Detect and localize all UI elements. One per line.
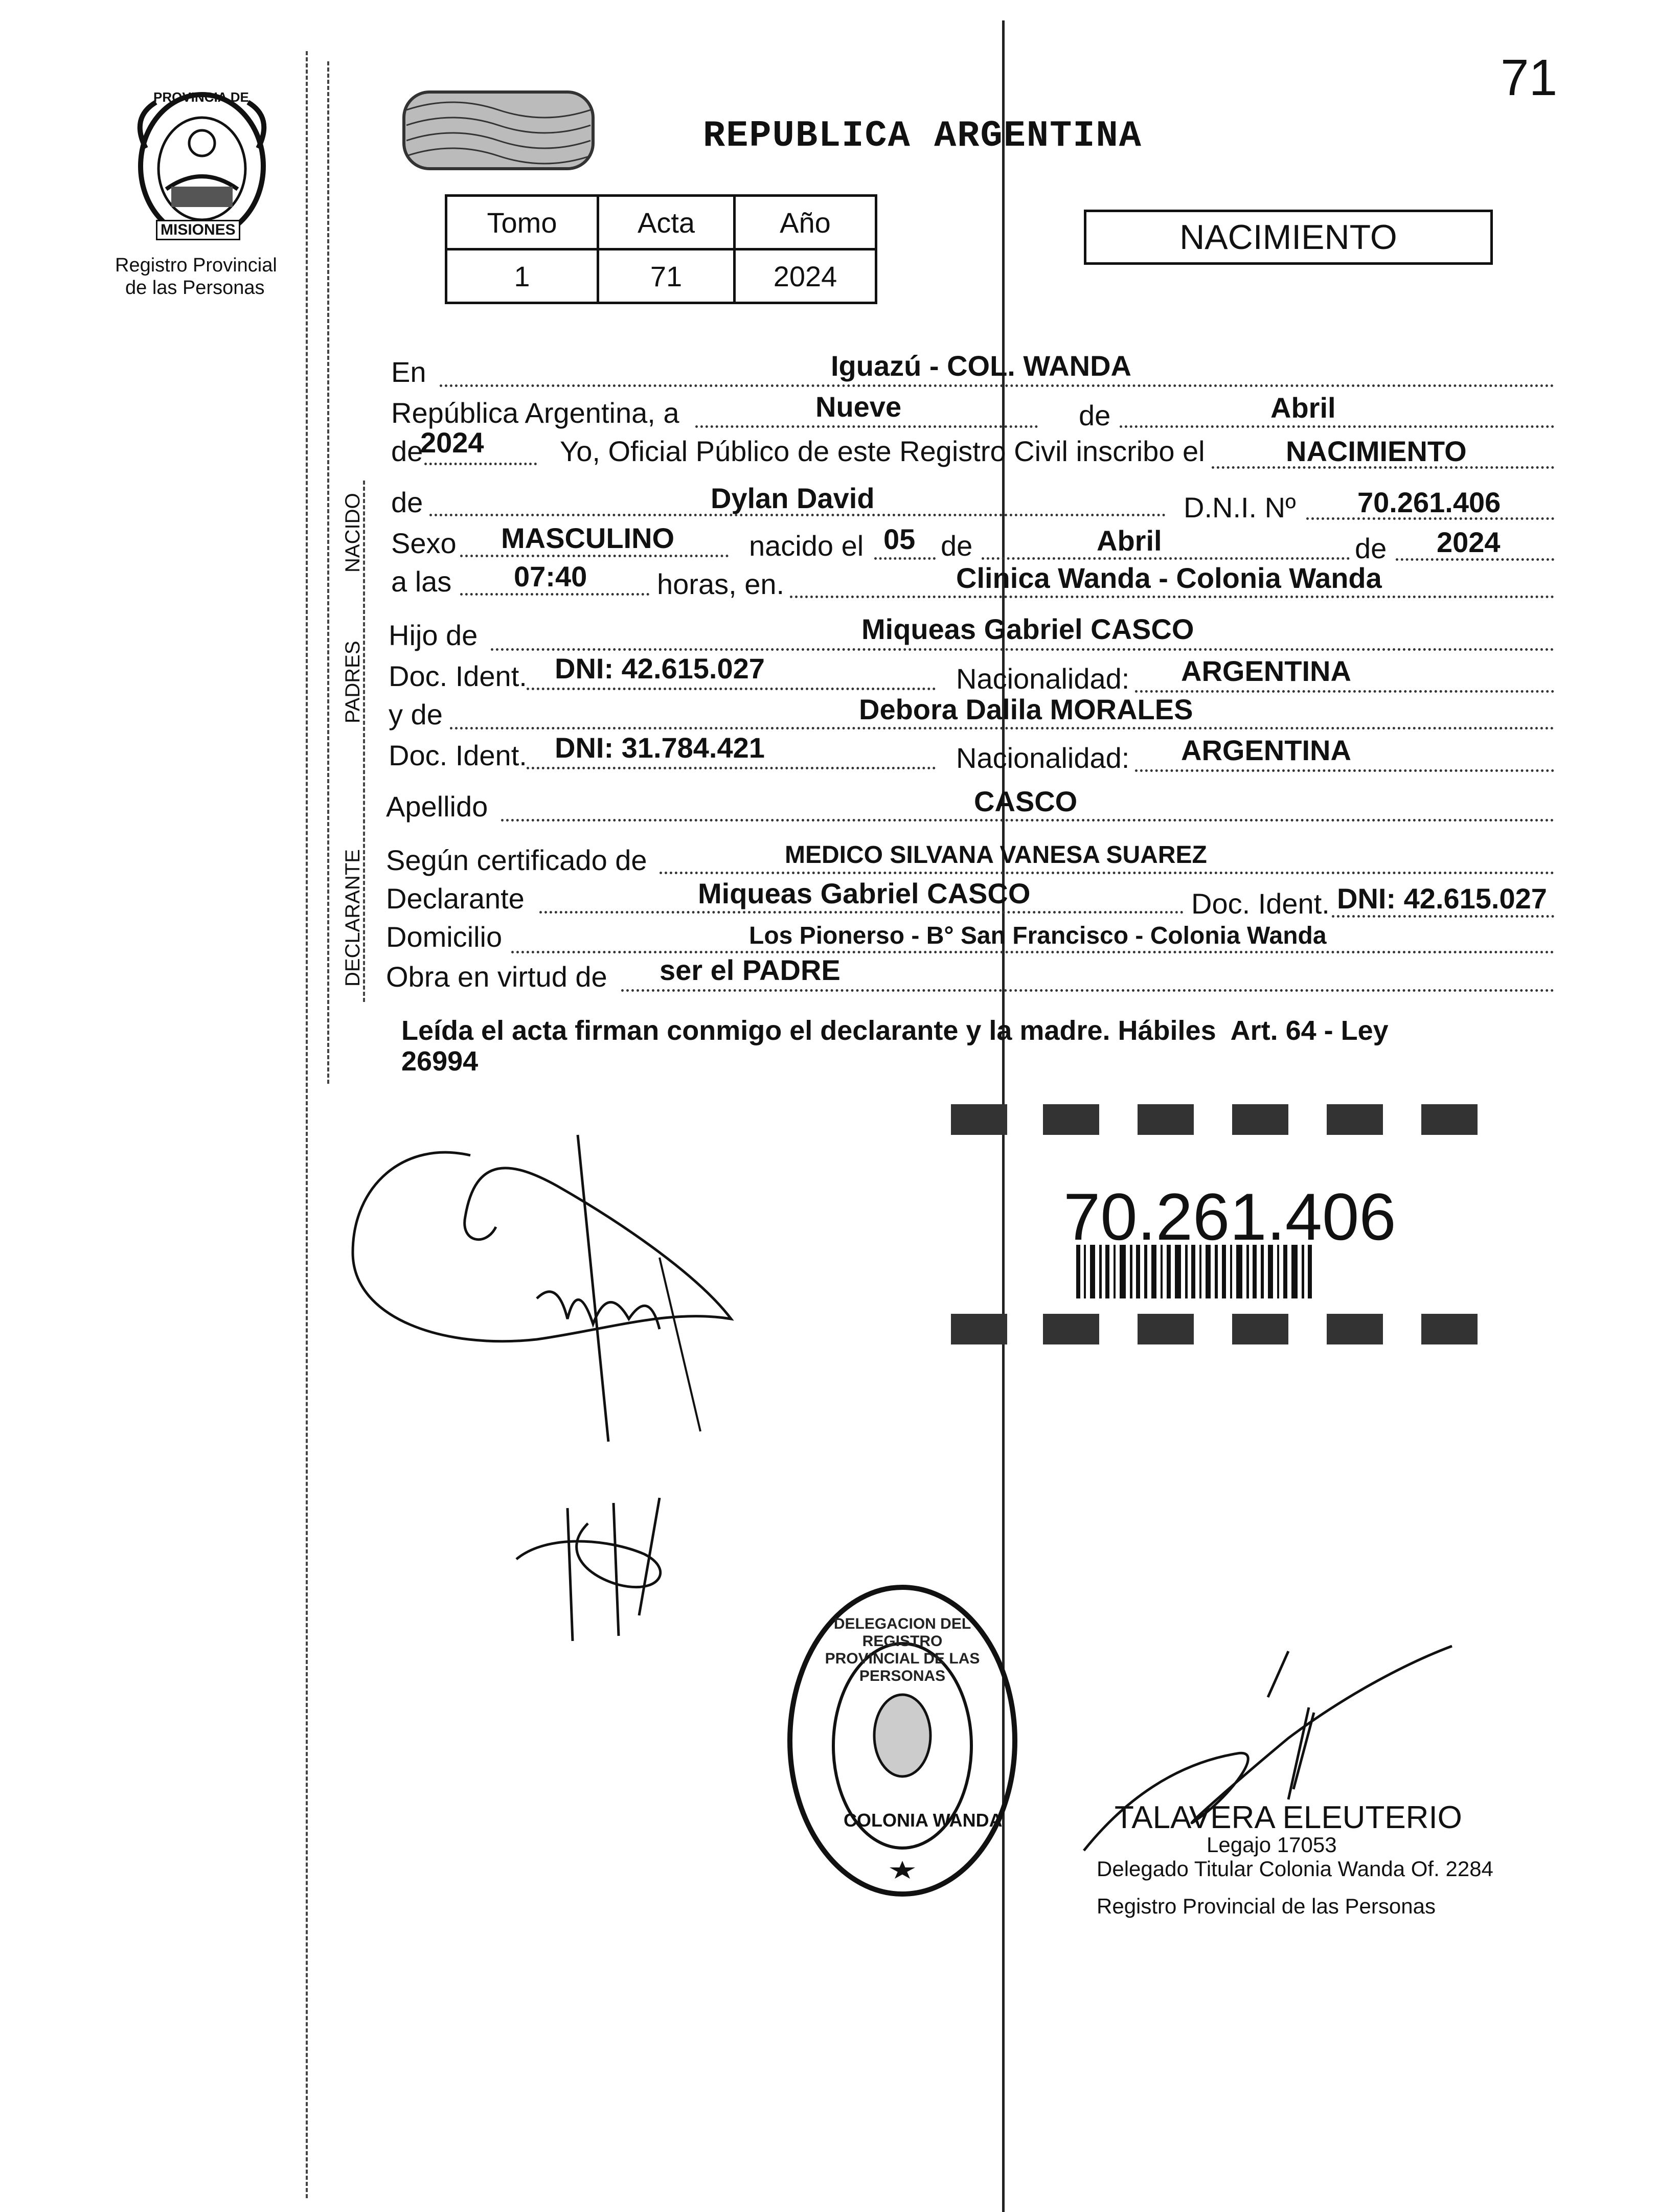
label-birth-de1: de (941, 530, 973, 562)
document-type-box: NACIMIENTO (1084, 210, 1493, 265)
birth-month-value: Abril (1097, 525, 1162, 557)
label-dni: D.N.I. Nº (1184, 491, 1296, 523)
mother-nationality-value: ARGENTINA (1181, 734, 1351, 766)
declarant-doc-value: DNI: 42.615.027 (1337, 882, 1547, 915)
dots-day (695, 425, 1038, 428)
label-de-month: de (1079, 399, 1111, 431)
dots-place (440, 384, 1554, 387)
label-hours: horas, en. (657, 568, 785, 600)
table-value-tomo: 1 (446, 249, 598, 303)
label-sex: Sexo (391, 527, 457, 559)
mother-signature (506, 1493, 700, 1646)
dots-declarant (539, 911, 1184, 914)
sticker-number: 70.261.406 (1063, 1179, 1396, 1254)
birth-day-value: 05 (883, 523, 916, 555)
dots-capacity (621, 989, 1554, 992)
section-label-born: NACIDO (342, 493, 364, 573)
birth-time-value: 07:40 (514, 560, 587, 592)
birth-place-value: Clinica Wanda - Colonia Wanda (956, 562, 1382, 594)
registry-name-line1: Registro Provincial (115, 255, 277, 276)
dots-father-doc (527, 688, 936, 690)
dots-mother-doc (527, 767, 936, 769)
page-number: 71 (1501, 49, 1558, 106)
seal-inner-text: COLONIA WANDA (844, 1810, 1003, 1831)
inscribe-text: Yo, Oficial Público de este Registro Civil inscribo el (560, 435, 1205, 467)
table-header-tomo: Tomo (446, 196, 598, 249)
father-doc-value: DNI: 42.615.027 (555, 652, 765, 685)
label-mother-nationality: Nacionalidad: (956, 742, 1130, 774)
dots-birth-place (790, 596, 1554, 598)
security-hologram (401, 89, 596, 171)
label-en: En (391, 356, 426, 388)
dots-mother-nationality (1135, 769, 1554, 772)
closing-note-line1: Leída el acta firman conmigo el declarante y la madre. Hábiles Art. 64 - Ley (401, 1015, 1389, 1046)
declarant-value: Miqueas Gabriel CASCO (698, 877, 1031, 909)
mother-name-value: Debora Dalila MORALES (859, 693, 1193, 725)
label-republica: República Argentina, a (391, 397, 679, 429)
label-surname: Apellido (386, 790, 488, 823)
child-name-value: Dylan David (711, 482, 875, 514)
label-time: a las (391, 565, 452, 598)
label-son-of: Hijo de (389, 619, 478, 651)
emblem-bottom-text: MISIONES (156, 220, 240, 240)
seal-outer-text: DELEGACION DEL REGISTRO PROVINCIAL DE LAS PERSONAS (825, 1615, 980, 1684)
dots-father-nationality (1135, 690, 1554, 693)
child-dni-value: 70.261.406 (1357, 486, 1501, 518)
registry-name-line2: de las Personas (125, 277, 265, 299)
surname-value: CASCO (974, 785, 1078, 817)
month-words-value: Abril (1270, 392, 1336, 424)
address-value: Los Pionerso - B° San Francisco - Colonia Wanda (749, 922, 1327, 949)
section-label-declarant: DECLARANTE (342, 849, 364, 987)
dots-declarant-doc (1332, 915, 1554, 918)
dots-birth-day (874, 557, 936, 560)
emblem-top-text: PROVINCIA DE (153, 89, 249, 105)
year-value: 2024 (420, 426, 484, 459)
section-label-parents: PADRES (342, 641, 364, 723)
label-born-on: nacido el (749, 530, 864, 562)
label-and-of: y de (389, 698, 443, 731)
place-value: Iguazú - COL. WANDA (831, 350, 1131, 382)
margin-rule-left (306, 51, 308, 2198)
label-father-nationality: Nacionalidad: (956, 663, 1130, 695)
label-de-year: de (391, 435, 423, 467)
sex-value: MASCULINO (501, 522, 675, 554)
label-declarant: Declarante (386, 882, 525, 915)
label-child-name: de (391, 486, 423, 518)
dots-certificate (660, 872, 1554, 874)
label-capacity: Obra en virtud de (386, 961, 607, 993)
dots-month (1120, 425, 1554, 428)
officer-name: TALAVERA ELEUTERIO (1115, 1800, 1462, 1835)
label-address: Domicilio (386, 921, 503, 953)
officer-registry: Registro Provincial de las Personas (1097, 1894, 1436, 1918)
declarant-signature (343, 1125, 762, 1457)
label-father-doc: Doc. Ident. (389, 660, 527, 692)
table-value-acta: 71 (598, 249, 735, 303)
table-value-ano: 2024 (735, 249, 876, 303)
margin-rule-inner (327, 61, 329, 1084)
dots-mother-name (450, 727, 1554, 729)
dots-time (460, 593, 649, 596)
father-name-value: Miqueas Gabriel CASCO (861, 613, 1194, 645)
label-declarant-doc: Doc. Ident. (1191, 887, 1330, 920)
dots-sex (460, 555, 729, 557)
closing-note-line2: 26994 (401, 1046, 479, 1077)
record-table (445, 194, 877, 304)
dots-surname (501, 819, 1554, 822)
dots-father-name (491, 648, 1554, 651)
certificate-value: MEDICO SILVANA VANESA SUAREZ (785, 841, 1207, 869)
officer-legajo: Legajo 17053 (1207, 1833, 1337, 1857)
table-header-acta: Acta (598, 196, 735, 249)
capacity-value: ser el PADRE (660, 954, 841, 986)
table-header-ano: Año (735, 196, 876, 249)
label-mother-doc: Doc. Ident. (389, 739, 527, 771)
father-nationality-value: ARGENTINA (1181, 655, 1351, 687)
officer-position: Delegado Titular Colonia Wanda Of. 2284 (1097, 1857, 1493, 1881)
country-title: REPUBLICA ARGENTINA (703, 115, 1142, 157)
label-certificate: Según certificado de (386, 844, 647, 876)
day-words-value: Nueve (815, 391, 902, 423)
act-type-value: NACIMIENTO (1286, 435, 1467, 467)
dots-birth-month (982, 557, 1350, 560)
birth-year-value: 2024 (1437, 526, 1501, 558)
dots-year (424, 463, 537, 465)
label-birth-de2: de (1355, 532, 1387, 564)
mother-doc-value: DNI: 31.784.421 (555, 732, 765, 764)
